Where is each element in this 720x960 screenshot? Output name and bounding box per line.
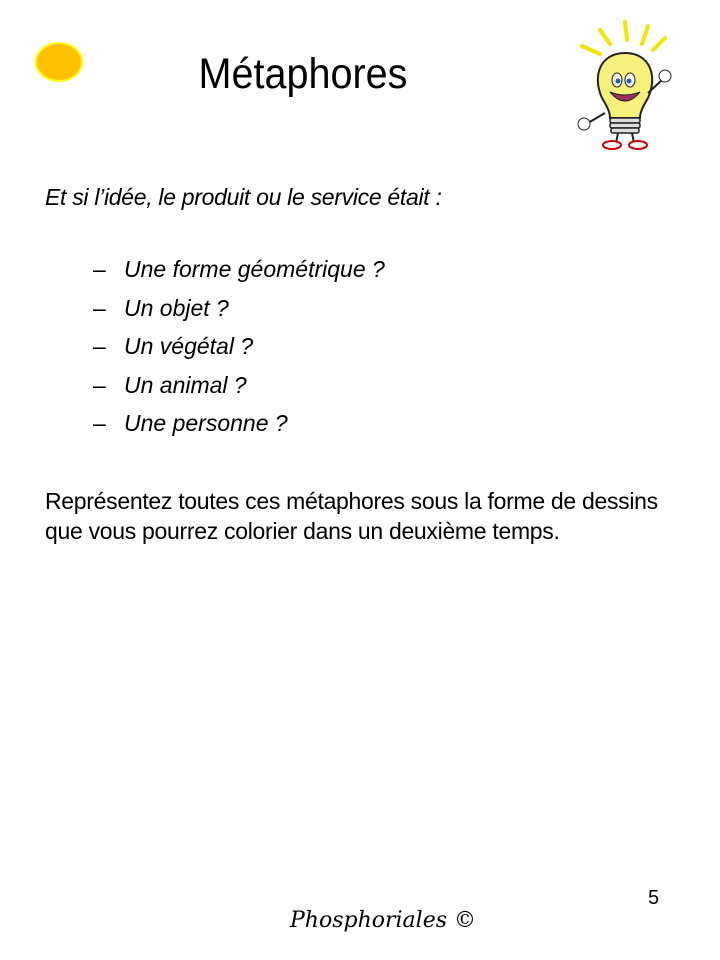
list-item-text: Un animal ? <box>124 371 247 398</box>
list-item-text: Une personne ? <box>124 410 288 436</box>
list-item <box>93 333 385 372</box>
list-item-text: Un végétal ? <box>124 333 254 359</box>
intro-question: Et si l’idée, le produit ou le service était : <box>45 184 442 210</box>
page-number: 5 <box>648 887 660 909</box>
metaphor-list <box>93 256 385 449</box>
bullet-dash: – <box>93 256 106 282</box>
bullet-dash: – <box>93 294 106 321</box>
list-item <box>93 372 385 411</box>
list-item-text: Une forme géométrique ? <box>124 256 385 282</box>
bullet-dash: – <box>93 371 106 398</box>
instruction-paragraph: Représentez toutes ces métaphores sous la forme de dessins que vous pourrez colorier dans un deuxième temps. <box>45 488 658 544</box>
list-item <box>93 295 385 334</box>
list-item <box>93 410 385 449</box>
list-item-text: Un objet ? <box>124 294 229 321</box>
lightbulb-mascot-icon <box>570 18 690 153</box>
footer-brand: Phosphoriales © <box>290 908 477 933</box>
page-title: Métaphores <box>198 50 408 98</box>
bullet-dash: – <box>93 410 106 436</box>
bullet-dash: – <box>93 333 106 359</box>
list-item <box>93 256 385 295</box>
